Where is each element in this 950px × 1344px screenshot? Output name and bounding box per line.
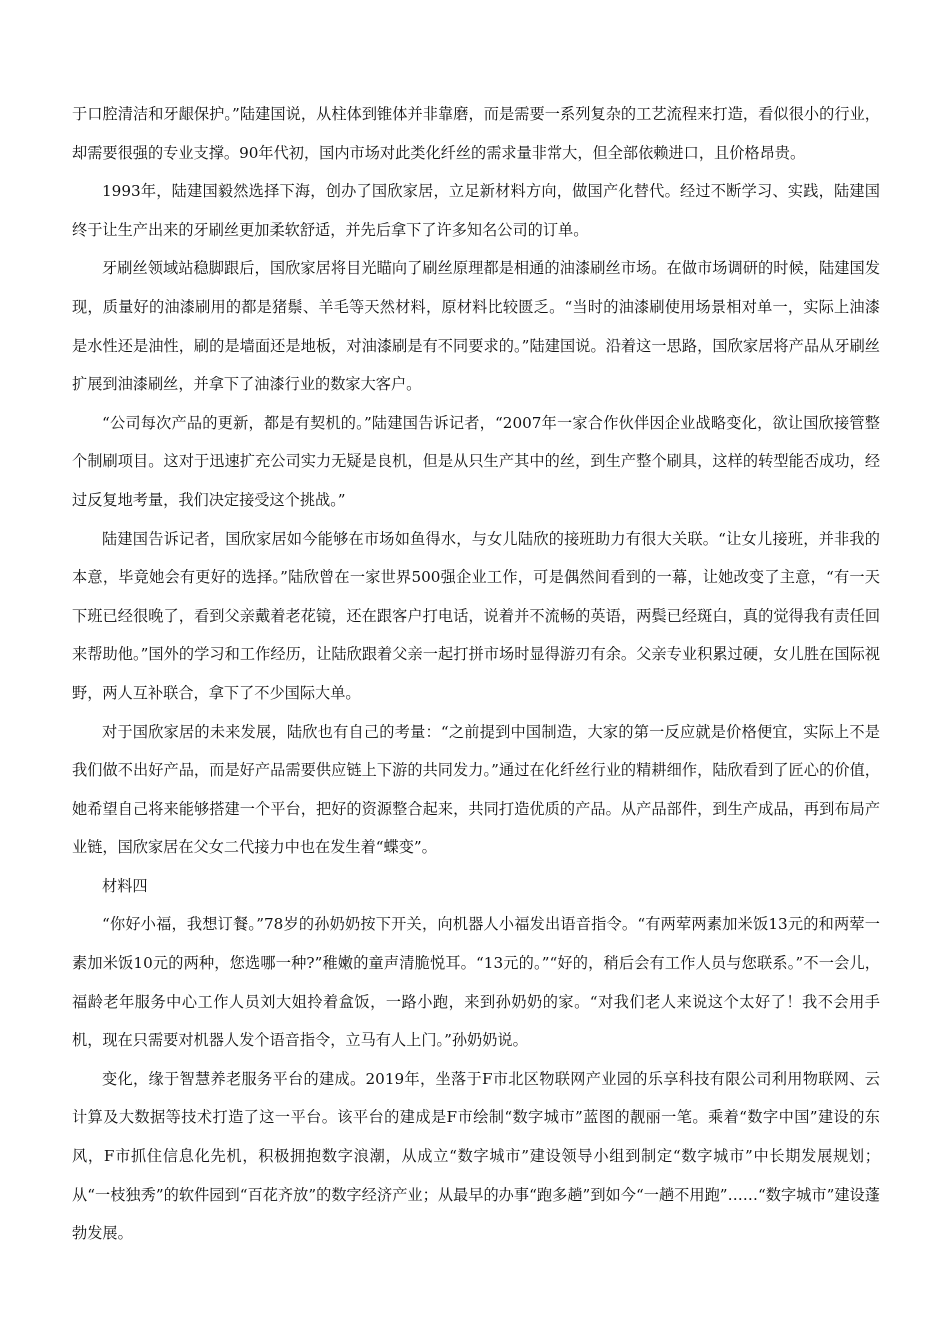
paragraph: 牙刷丝领域站稳脚跟后，国欣家居将目光瞄向了刷丝原理都是相通的油漆刷丝市场。在做市场调研的时候，陆建国发现，质量好的油漆刷用的都是猪鬃、羊毛等天然材料，原材料比较匮乏。“当时的油漆刷使用场景相对单一，实际上油漆是水性还是油性，刷的是墙面还是地板，对油漆刷是有不同要求的。”陆建国说。沿着这一思路，国欣家居将产品从牙刷丝扩展到油漆刷丝，并拿下了油漆行业的数家大客户。	[72, 259, 880, 394]
paragraph: 对于国欣家居的未来发展，陆欣也有自己的考量：“之前提到中国制造，大家的第一反应就是价格便宜，实际上不是我们做不出好产品，而是好产品需要供应链上下游的共同发力。”通过在化纤丝行业的精耕细作，陆欣看到了匠心的价值，她希望自己将来能够搭建一个平台，把好的资源整合起来，共同打造优质的产品。从产品部件，到生产成品，再到布局产业链，国欣家居在父女二代接力中也在发生着“蝶变”。	[72, 722, 880, 857]
section-heading: 材料四	[102, 876, 148, 895]
paragraph: 陆建国告诉记者，国欣家居如今能够在市场如鱼得水，与女儿陆欣的接班助力有很大关联。“让女儿接班，并非我的本意，毕竟她会有更好的选择。”陆欣曾在一家世界500强企业工作，可是偶然间看到的一幕，让她改变了主意，“有一天下班已经很晚了，看到父亲戴着老花镜，还在跟客户打电话，说着并不流畅的英语，两鬓已经斑白，真的觉得我有责任回来帮助他。”国外的学习和工作经历，让陆欣跟着父亲一起打拼市场时显得游刃有余。父亲专业积累过硬，女儿胜在国际视野，两人互补联合，拿下了不少国际大单。	[72, 529, 880, 702]
paragraph: 1993年，陆建国毅然选择下海，创办了国欣家居，立足新材料方向，做国产化替代。经过不断学习、实践，陆建国终于让生产出来的牙刷丝更加柔软舒适，并先后拿下了许多知名公司的订单。	[72, 182, 880, 239]
paragraph: “你好小福，我想订餐。”78岁的孙奶奶按下开关，向机器人小福发出语音指令。“有两荤两素加米饭13元的和两荤一素加米饭10元的两种，您选哪一种?”稚嫩的童声清脆悦耳。“13元的。”“好的，稍后会有工作人员与您联系。”不一会儿，福龄老年服务中心工作人员刘大姐拎着盒饭，一路小跑，来到孙奶奶的家。“对我们老人来说这个太好了！我不会用手机，现在只需要对机器人发个语音指令，立马有人上门。”孙奶奶说。	[72, 915, 880, 1050]
document-page	[72, 95, 880, 1253]
paragraph: 变化，缘于智慧养老服务平台的建成。2019年，坐落于F市北区物联网产业园的乐享科技有限公司利用物联网、云计算及大数据等技术打造了这一平台。该平台的建成是F市绘制“数字城市”蓝图的靓丽一笔。乘着“数字中国”建设的东风，F市抓住信息化先机，积极拥抱数字浪潮，从成立“数字城市”建设领导小组到制定“数字城市”中长期发展规划；从“一枝独秀”的软件园到“百花齐放”的数字经济产业；从最早的办事“跑多趟”到如今“一趟不用跑”……“数字城市”建设蓬勃发展。	[72, 1069, 880, 1243]
paragraph-continued: 于口腔清洁和牙龈保护。”陆建国说，从柱体到锥体并非靠磨，而是需要一系列复杂的工艺流程来打造，看似很小的行业，却需要很强的专业支撑。90年代初，国内市场对此类化纤丝的需求量非常大，但全部依赖进口，且价格昂贵。	[72, 105, 880, 162]
paragraph: “公司每次产品的更新，都是有契机的。”陆建国告诉记者，“2007年一家合作伙伴因企业战略变化，欲让国欣接管整个制刷项目。这对于迅速扩充公司实力无疑是良机，但是从只生产其中的丝，到生产整个刷具，这样的转型能否成功，经过反复地考量，我们决定接受这个挑战。”	[72, 413, 880, 509]
